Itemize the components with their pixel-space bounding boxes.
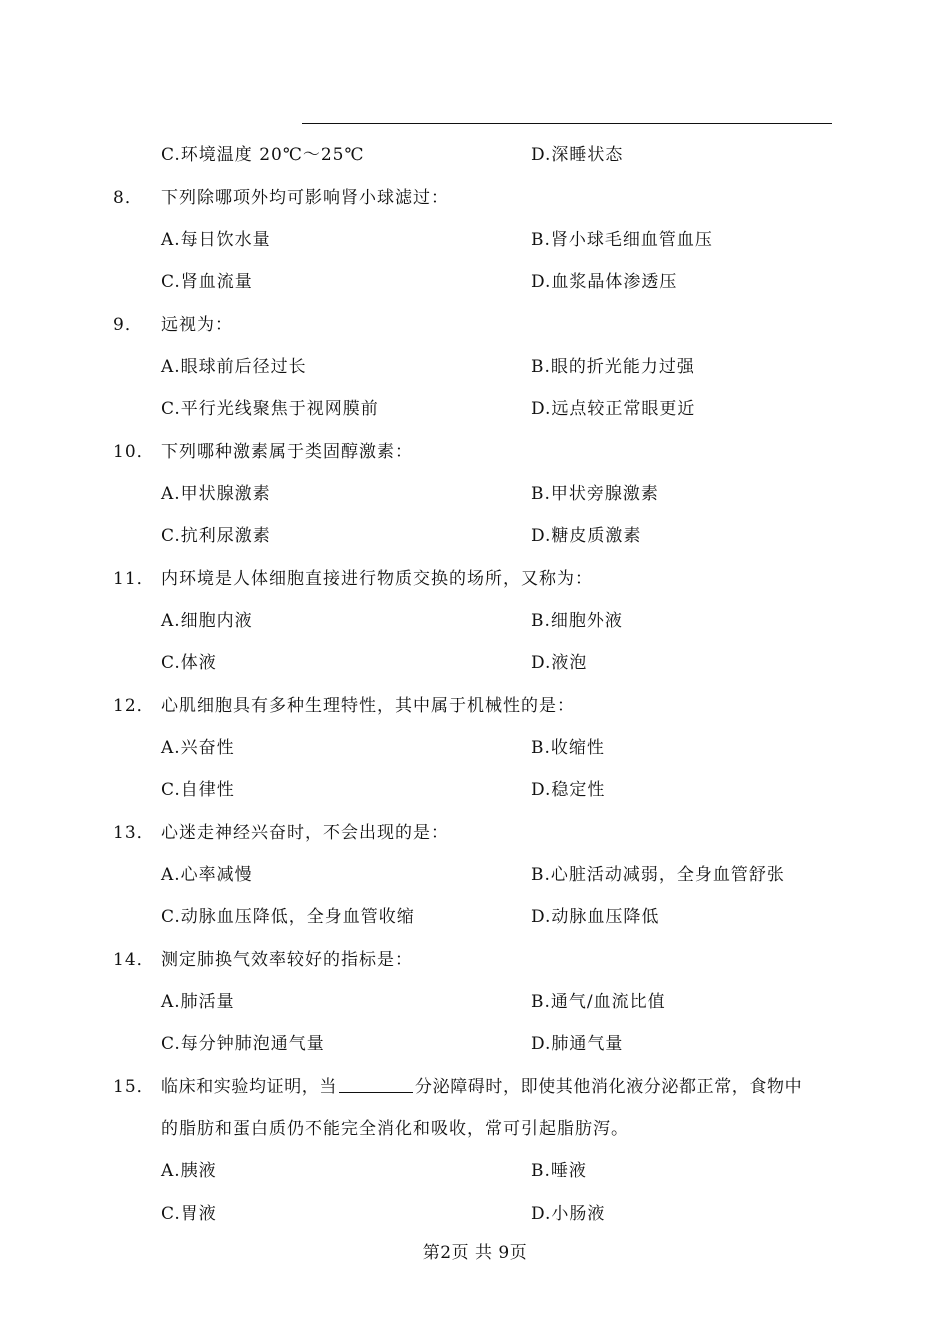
question-stem: 心迷走神经兴奋时，不会出现的是： <box>161 823 449 843</box>
question-stem: 下列除哪项外均可影响肾小球滤过： <box>161 188 449 208</box>
option-a: A.甲状腺激素 <box>161 484 271 504</box>
option-b: B.细胞外液 <box>531 611 623 631</box>
question-number: 11． <box>113 569 155 589</box>
option-b: B.肾小球毛细血管血压 <box>531 230 713 250</box>
option-d: D.远点较正常眼更近 <box>531 399 696 419</box>
option-d: D.液泡 <box>531 653 588 673</box>
option-c: C.肾血流量 <box>161 272 253 292</box>
option-a: A.每日饮水量 <box>161 230 271 250</box>
stem-part-1: 临床和实验均证明，当 <box>161 1077 337 1097</box>
option-a: A.眼球前后径过长 <box>161 357 307 377</box>
question-stem: 下列哪种激素属于类固醇激素： <box>161 442 413 462</box>
option-d: D.血浆晶体渗透压 <box>531 272 678 292</box>
fill-in-blank <box>339 1076 413 1093</box>
question-number: 13． <box>113 823 155 843</box>
question-number: 15． <box>113 1077 155 1097</box>
question-stem: 心肌细胞具有多种生理特性，其中属于机械性的是： <box>161 696 575 716</box>
header-rule <box>302 123 832 124</box>
question-number: 9． <box>113 315 143 335</box>
option-b: B.唾液 <box>531 1161 587 1181</box>
option-a: A.兴奋性 <box>161 738 235 758</box>
question-number: 14． <box>113 950 155 970</box>
question-stem: 测定肺换气效率较好的指标是： <box>161 950 413 970</box>
option-b: B.甲状旁腺激素 <box>531 484 659 504</box>
option-c: C.体液 <box>161 653 217 673</box>
question-number: 10． <box>113 442 155 462</box>
option-c: C.胃液 <box>161 1204 217 1224</box>
option-c: C.平行光线聚焦于视网膜前 <box>161 399 379 419</box>
question-stem: 远视为： <box>161 315 233 335</box>
page-number: 第2页 共 9页 <box>422 1243 528 1263</box>
question-stem-line-2: 的脂肪和蛋白质仍不能完全消化和吸收，常可引起脂肪泻。 <box>161 1119 629 1139</box>
option-b: B.心脏活动减弱，全身血管舒张 <box>531 865 785 885</box>
option-d: D.肺通气量 <box>531 1034 624 1054</box>
option-b: B.通气/血流比值 <box>531 992 666 1012</box>
option-d: D.糖皮质激素 <box>531 526 642 546</box>
question-stem: 内环境是人体细胞直接进行物质交换的场所，又称为： <box>161 569 593 589</box>
option-c: C.每分钟肺泡通气量 <box>161 1034 325 1054</box>
question-number: 12． <box>113 696 155 716</box>
option-b: B.收缩性 <box>531 738 605 758</box>
option-b: B.眼的折光能力过强 <box>531 357 695 377</box>
option-a: A.心率减慢 <box>161 865 253 885</box>
option-a: A.细胞内液 <box>161 611 253 631</box>
prev-option-d: D.深睡状态 <box>531 145 624 165</box>
option-a: A.胰液 <box>161 1161 217 1181</box>
option-d: D.稳定性 <box>531 780 606 800</box>
question-stem <box>161 1076 802 1098</box>
option-c: C.动脉血压降低，全身血管收缩 <box>161 907 415 927</box>
option-a: A.肺活量 <box>161 992 235 1012</box>
option-c: C.自律性 <box>161 780 235 800</box>
stem-part-2: 分泌障碍时，即使其他消化液分泌都正常，食物中 <box>415 1077 803 1097</box>
prev-option-c: C.环境温度 20℃～25℃ <box>161 145 365 165</box>
option-c: C.抗利尿激素 <box>161 526 271 546</box>
option-d: D.动脉血压降低 <box>531 907 660 927</box>
question-number: 8． <box>113 188 143 208</box>
option-d: D.小肠液 <box>531 1204 606 1224</box>
